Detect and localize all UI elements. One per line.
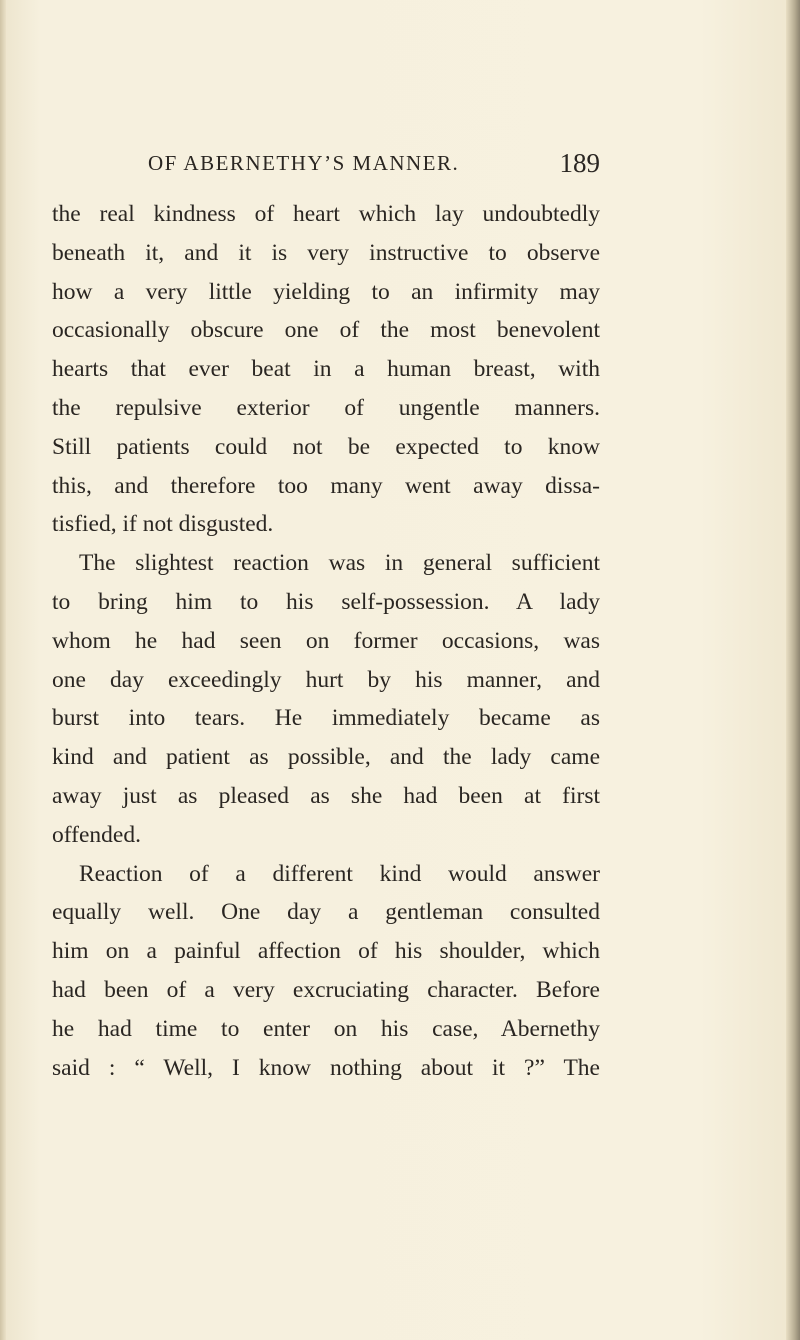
page-gutter-shadow xyxy=(0,0,6,1340)
text-line: away just as pleased as she had been at first xyxy=(52,782,600,809)
page-header xyxy=(148,146,600,180)
text-line: the real kindness of heart which lay undoubtedly xyxy=(52,201,600,227)
body-text xyxy=(52,195,600,1087)
text-line: equally well. One day a gentleman consulted xyxy=(52,899,600,926)
paragraph xyxy=(52,855,600,1088)
text-line: this, and therefore too many went away dissa- xyxy=(52,472,600,499)
running-head: OF ABERNETHY’S MANNER. xyxy=(148,151,460,175)
page-number: 189 xyxy=(559,148,600,178)
text-line: The slightest reaction was in general sufficient xyxy=(79,550,600,577)
text-line: said : “ Well, I know nothing about it ?” The xyxy=(52,1054,600,1081)
text-line: burst into tears. He immediately became as xyxy=(52,705,600,732)
paragraph xyxy=(52,195,600,544)
text-line: Reaction of a different kind would answer xyxy=(79,860,600,887)
text-line: he had time to enter on his case, Abernethy xyxy=(52,1015,600,1042)
text-line: beneath it, and it is very instructive to observe xyxy=(52,239,600,266)
text-line: how a very little yielding to an infirmity may xyxy=(52,278,600,305)
text-line: to bring him to his self-possession. A lady xyxy=(52,588,600,615)
text-line: one day exceedingly hurt by his manner, and xyxy=(52,666,600,693)
text-line: whom he had seen on former occasions, was xyxy=(52,627,600,654)
page-edge-shadow xyxy=(786,0,800,1340)
text-line: the repulsive exterior of ungentle manners. xyxy=(52,394,600,421)
text-line: offended. xyxy=(52,821,141,848)
text-line: him on a painful affection of his shoulder, which xyxy=(52,938,600,965)
text-line: kind and patient as possible, and the lady came xyxy=(52,744,600,771)
text-line: tisfied, if not disgusted. xyxy=(52,511,274,538)
text-line: hearts that ever beat in a human breast, with xyxy=(52,356,600,383)
paragraph xyxy=(52,544,600,854)
text-line: Still patients could not be expected to know xyxy=(52,433,600,460)
text-line: occasionally obscure one of the most benevolent xyxy=(52,317,600,344)
text-line: had been of a very excruciating character. Before xyxy=(52,976,600,1003)
